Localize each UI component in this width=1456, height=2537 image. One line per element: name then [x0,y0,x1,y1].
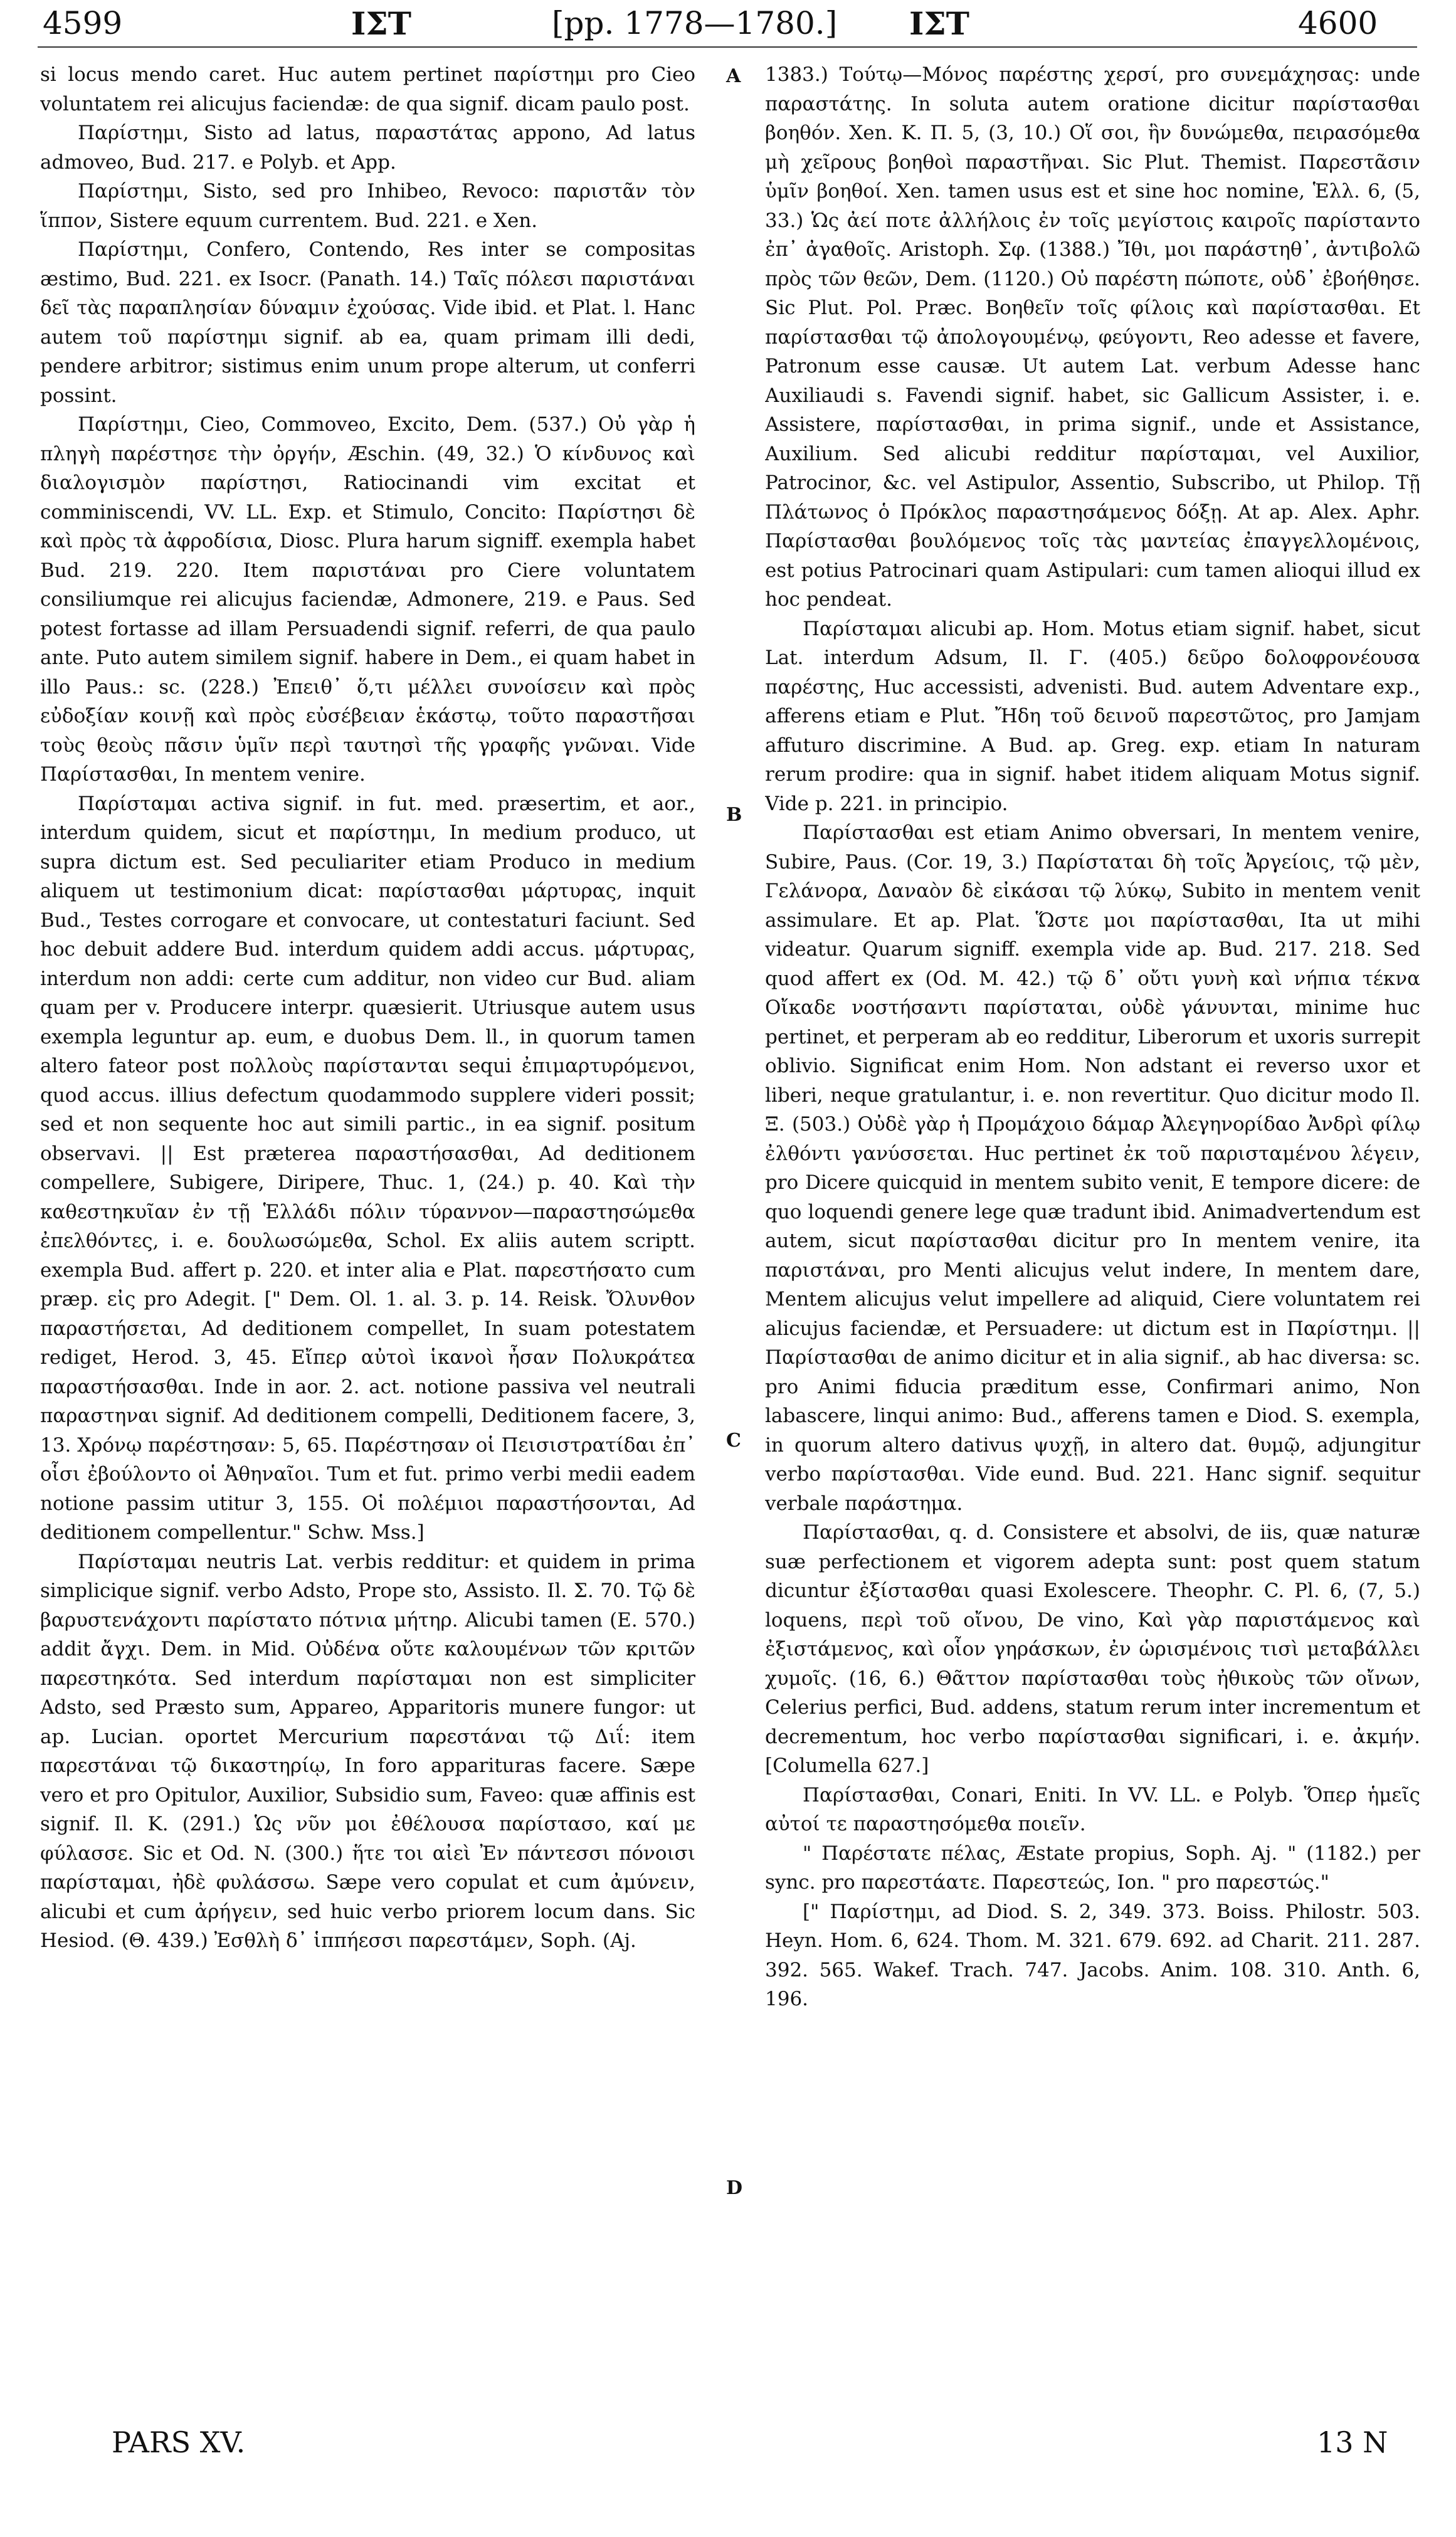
left-running-head: ΙΣΤ [351,5,411,42]
paragraph: Παρίστημι, Confero, Contendo, Res inter se compositas æstimo, Bud. 221. ex Isocr. (Panath. 14.) Ταῖς πόλεσι παριστάναι δεῖ τὰς παραπλησίαν δύναμιν ἐχούσας. Vide ibid. et Plat. l. Hanc autem τοῦ παρίστημι signif. ab ea, quam primam illi dedi, pendere arbitror; sistimus enim unum prope alterum, ut conferri possint. [40,238,695,407]
right-page-number: 4600 [1298,5,1378,41]
paragraph: Παρίστασθαι, q. d. Consistere et absolvi, de iis, quæ naturæ suæ perfectionem et vigorem adepta sunt: post quem statum dicuntur ἐξίστασθαι quasi Exolescere. Theophr. C. Pl. 6, (7, 5.) loquens, περὶ τοῦ οἴνου, De vino, Καὶ γὰρ παριστάμενος καὶ ἐξιστάμενος, καὶ οἷον γηράσκων, ἐν ὡρισμένοις τισὶ μεταβάλλει χυμοῖς. (16, 6.) Θᾶττον παρίστασθαι τοὺς ἠθικοὺς τῶν οἴνων, Celerius perfici, Bud. addens, statum rerum inter incrementum et decrementum, hoc verbo παρίστασθαι significari, i. e. ἀκμήν. [Columella 627.] [765,1521,1420,1777]
margin-mark-d: D [726,2177,743,2199]
paragraph: Παρίστασθαι, Conari, Eniti. In VV. LL. e Polyb. Ὅπερ ἡμεῖς αὐτοί τε παραστησόμεθα ποιεῖν. [765,1783,1420,1835]
margin-mark-b: B [726,804,742,826]
right-running-head: ΙΣΤ [909,5,969,42]
page-range: [pp. 1778—1780.] [552,5,838,41]
paragraph: si locus mendo caret. Huc autem pertinet παρίστημι pro Cieo voluntatem rei alicujus faciendæ: de qua signif. dicam paulo post. [40,63,695,115]
paragraph: 1383.) Τούτῳ—Μόνος παρέστης χερσί, pro συνεμάχησας: unde παραστάτης. In soluta autem oratione dicitur παρίστασθαι βοηθόν. Xen. K. Π. 5, (3, 10.) Οἵ σοι, ἣν δυνώμεθα, πειρασόμεθα μὴ χεῖρους βοηθοὶ παραστῆναι. Sic Plut. Themist. Παρεστᾶσιν ὑμῖν βοηθοί. Xen. tamen usus est et sine hoc nomine, Ἑλλ. 6, (5, 33.) Ὡς ἀεί ποτε ἀλλήλοις ἐν τοῖς μεγίστοις καιροῖς παρίσταντο ἐπ᾽ ἀγαθοῖς. Aristoph. Σφ. (1388.) Ἴθι, μοι παράστηθ᾽, ἀντιβολῶ πρὸς τῶν θεῶν, Dem. (1120.) Οὐ παρέστη πώποτε, οὐδ᾽ ἐβοήθησε. Sic Plut. Pol. Præc. Βοηθεῖν τοῖς φίλοις καὶ παρίστασθαι. Et παρίστασθαι τῷ ἀπολογουμένῳ, φεύγοντι, Reo adesse et favere, Patronum esse causæ. Ut autem Lat. verbum Adesse hanc Auxiliaudi s. Favendi signif. habet, sic Gallicum Assister, i. e. Assistere, παρίστασθαι, in prima signif., unde et Assistance, Auxilium. Sed alicubi redditur παρίσταμαι, vel Auxilior, Patrocinor, &c. vel Astipulor, Assentio, Subscribo, ut Philop. Τῇ Πλάτωνος ὁ Πρόκλος παραστησάμενος δόξῃ. At ap. Alex. Aphr. Παρίστασθαι βουλόμενος τοῖς τὰς μαντείας ἐπαγγελλομένοις, est potius Patrocinari quam Astipulari: cum tamen alioqui illud ex hoc pendeat. [765,63,1420,611]
part-label: PARS XV. [112,2425,246,2459]
paragraph: Παρίσταμαι activa signif. in fut. med. præsertim, et aor., interdum quidem, sicut et παρίστημι, In medium produco, ut supra dictum est. Sed peculiariter etiam Produco in medium aliquem ut testimonium dicat: παρίστασθαι μάρτυρας, inquit Bud., Testes corrogare et convocare, ut contestaturi faciunt. Sed hoc debuit addere Bud. interdum quidem addi accus. μάρτυρας, interdum non addi: certe cum additur, non video cur Bud. aliam quam per v. Producere interpr. quæsierit. Utriusque autem usus exempla leguntur ap. eum, e duobus Dem. ll., in quorum tamen altero fateor post πολλοὺς παρίστανται sequi ἐπιμαρτυρόμενοι, quod accus. illius defectum quodammodo supplere videri possit; sed et non sequente hoc aut simili partic., in ea signif. positum observavi. || Est præterea παραστήσασθαι, Ad deditionem compellere, Subigere, Diripere, Thuc. 1, (24.) p. 40. Καὶ τὴν καθεστηκυῖαν ἐν τῇ Ἑλλάδι πόλιν τύραννον—παραστησώμεθα ἐπελθόντες, i. e. δουλωσώμεθα, Schol. Ex aliis autem scriptt. exempla Bud. affert p. 220. et inter alia e Plat. παρεστήσατο cum præp. εἰς pro Adegit. [" Dem. Ol. 1. al. 3. p. 14. Reisk. Ὄλυνθον παραστήσεται, Ad deditionem compellet, In suam potestatem rediget, Herod. 3, 45. Εἴπερ αὐτοὶ ἱκανοὶ ἦσαν Πολυκράτεα παραστήσασθαι. Inde in aor. 2. act. notione passiva vel neutrali παραστηναι signif. Ad deditionem compelli, Deditionem facere, 3, 13. Χρόνῳ παρέστησαν: 5, 65. Παρέστησαν οἱ Πεισιστρατίδαι ἐπ᾽ οἷσι ἐβούλοντο οἱ Ἀθηναῖοι. Tum et fut. primo verbi medii eadem notione passim utitur 3, 155. Οἱ πολέμιοι παραστήσονται, Ad deditionem compellentur." Schw. Mss.] [40,792,695,1544]
header-rule [38,46,1417,48]
paragraph: " Παρέστατε πέλας, Æstate propius, Soph. Aj. " (1182.) per sync. pro παρεστάατε. Παρεστεώς, Ion. " pro παρεστώς." [765,1842,1420,1894]
margin-mark-a: A [726,65,741,87]
paragraph: Παρίστημι, Sisto, sed pro Inhibeo, Revoco: παριστᾶν τὸν ἵππον, Sistere equum currentem. Bud. 221. e Xen. [40,180,695,232]
left-column [40,60,695,2393]
right-column [765,60,1420,2393]
left-page-number: 4599 [43,5,123,41]
margin-mark-c: C [726,1430,741,1452]
paragraph: Παρίσταμαι alicubi ap. Hom. Motus etiam signif. habet, sicut Lat. interdum Adsum, Il. Γ. (405.) δεῦρο δολοφρονέουσα παρέστης, Huc accessisti, advenisti. Bud. autem Adventare exp., afferens etiam e Plut. Ἤδη τοῦ δεινοῦ παρεστῶτος, pro Jamjam affuturo discrimine. A Bud. ap. Greg. exp. etiam In naturam rerum prodire: qua in signif. habet itidem aliquam Motus signif. Vide p. 221. in principio. [765,617,1420,815]
paragraph: [" Παρίστημι, ad Diod. S. 2, 349. 373. Boiss. Philostr. 503. Heyn. Hom. 6, 624. Thom. M. 321. 679. 692. ad Charit. 211. 287. 392. 565. Wakef. Trach. 747. Jacobs. Anim. 108. 310. Anth. 6, 196. [765,1900,1420,2010]
paragraph: Παρίστημι, Cieo, Commoveo, Excito, Dem. (537.) Οὐ γὰρ ἡ πληγὴ παρέστησε τὴν ὀργήν, Æschin. (49, 32.) Ὁ κίνδυνος καὶ διαλογισμὸν παρίστησι, Ratiocinandi vim excitat et comminiscendi, VV. LL. Exp. et Stimulo, Concito: Παρίστησι δὲ καὶ πρὸς τὰ ἀφροδίσια, Diosc. Plura harum signiff. exempla habet Bud. 219. 220. Item παριστάναι pro Ciere voluntatem consiliumque rei alicujus faciendæ, Admonere, 219. e Paus. Sed potest fortasse ad illam Persuadendi signif. referri, de qua paulo ante. Puto autem similem signif. habere in Dem., ei quam habet in illo Paus.: sc. (228.) Ἐπειθ᾽ ὅ,τι μέλλει συνοίσειν καὶ πρὸς εὐδοξίαν κοινῇ καὶ πρὸς εὐσέβειαν ἑκάστῳ, τοῦτο παραστῆσαι τοὺς θεοὺς πᾶσιν ὑμῖν περὶ ταυτησὶ τῆς γραφῆς γνῶναι. Vide Παρίστασθαι, In mentem venire. [40,413,695,786]
signature-mark: 13 N [1317,2425,1388,2459]
paragraph: Παρίστασθαι est etiam Animo obversari, In mentem venire, Subire, Paus. (Cor. 19, 3.) Παρίσταται δὴ τοῖς Ἀργείοις, τῷ μὲν, Γελάνορα, Δαναὸν δὲ εἰκάσαι τῷ λύκῳ, Subito in mentem venit assimulare. Et ap. Plat. Ὥστε μοι παρίστασθαι, Ita ut mihi videatur. Quarum signiff. exempla vide ap. Bud. 217. 218. Sed quod affert ex (Od. M. 42.) τῷ δ᾽ οὔτι γυνὴ καὶ νήπια τέκνα Οἴκαδε νοστήσαντι παρίσταται, οὐδὲ γάνυνται, minime huc pertinet, et perperam ab eo redditur, Liberorum et uxoris surrepit oblivio. Significat enim Hom. Non adstant ei reverso uxor et liberi, neque gratulantur, i. e. non revertitur. Quo dicitur modo Il. Ξ. (503.) Οὐδὲ γὰρ ἡ Προμάχοιο δάμαρ Ἀλεγηνορίδαο Ἀνδρὶ φίλῳ ἐλθόντι γανύσσεται. Huc pertinet ἐκ τοῦ παρισταμένου λέγειν, pro Dicere quicquid in mentem subito venit, E tempore dicere: de quo loquendi genere lege quæ tradunt ibid. Animadvertendum est autem, sicut παρίστασθαι dicitur pro In mentem venire, ita παριστάναι, pro Menti alicujus velut indere, In mentem dare, Mentem alicujus velut impellere ad aliquid, Ciere voluntatem rei alicujus faciendæ, et Persuadere: ut dictum est in Παρίστημι. || Παρίστασθαι de animo dicitur et in alia signif., ab hac diversa: sc. pro Animi fiducia præditum esse, Confirmari animo, Non labascere, linqui animo: Bud., afferens tamen e Diod. S. exempla, in quorum altero dativus ψυχῇ, in altero dat. θυμῷ, adjungitur verbo παρίστασθαι. Vide eund. Bud. 221. Hanc signif. sequitur verbale παράστημα. [765,821,1420,1515]
paragraph: Παρίστημι, Sisto ad latus, παραστάτας appono, Ad latus admoveo, Bud. 217. e Polyb. et App. [40,122,695,174]
paragraph: Παρίσταμαι neutris Lat. verbis redditur: et quidem in prima simplicique signif. verbo Adsto, Prope sto, Assisto. Il. Σ. 70. Τῷ δὲ βαρυστενάχοντι παρίστατο πότνια μήτηρ. Alicubi tamen (E. 570.) addit ἄγχι. Dem. in Mid. Οὐδένα οὔτε καλουμένων τῶν κριτῶν παρεστηκότα. Sed interdum παρίσταμαι non est simpliciter Adsto, sed Præsto sum, Appareo, Apparitoris munere fungor: ut ap. Lucian. oportet Mercurium παρεστάναι τῷ Διΐ: item παρεστάναι τῷ δικαστηρίῳ, In foro apparituras facere. Sæpe vero et pro Opitulor, Auxilior, Subsidio sum, Faveo: quæ affinis est signif. Il. K. (291.) Ὡς νῦν μοι ἐθέλουσα παρίστασο, καί με φύλασσε. Sic et Od. N. (300.) ἥτε τοι αἰεὶ Ἐν πάντεσσι πόνοισι παρίσταμαι, ἠδὲ φυλάσσω. Sæpe vero copulat et cum ἀμύνειν, alicubi et cum ἀρήγειν, sed huic verbo priorem locum dans. Sic Hesiod. (Θ. 439.) Ἐσθλὴ δ᾽ ἱππήεσσι παρεστάμεν, Soph. (Aj. [40,1550,695,1952]
